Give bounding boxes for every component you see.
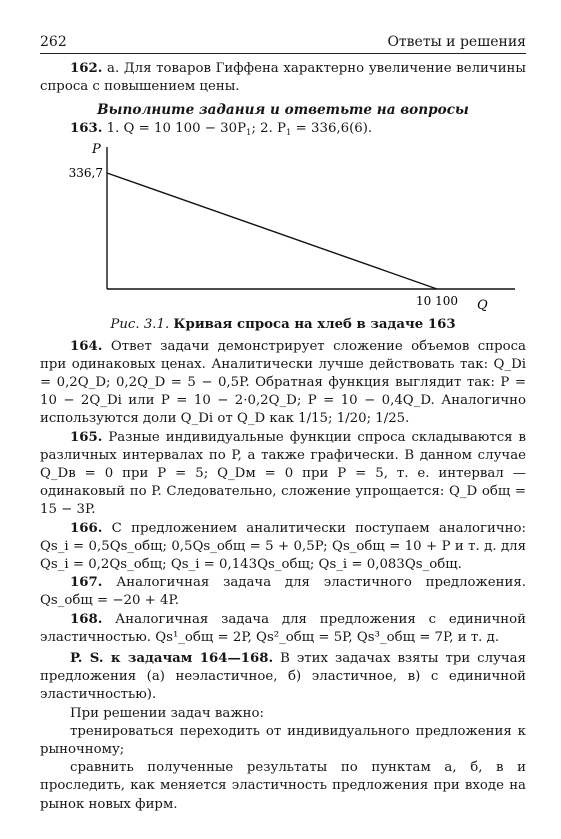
task-162-text: а. Для товаров Гиффена характерно увеличение величины спроса с повышением цены. bbox=[40, 61, 526, 95]
ps-line-3: сравнить полученные результаты по пунктам а, б, в и проследить, как меняется эластичность предложения при входе на рынок новых фирм. bbox=[40, 760, 526, 812]
task-164-text: Ответ задачи демонстрирует сложение объемов спроса при одинаковых ценах. Аналитически лучше действовать так: Q_Di = 0,2Q_D; 0,2Q_D = 5 − 0,5P. Обратная функция выглядит так: P = 10 − 2Q_Di или P = 10 − 2·0,2Q_D; P = 10 − 0,4Q_D. Аналогично используются доли Q_Di от Q_D как 1/15; 1/20; 1/25. bbox=[40, 338, 526, 427]
task-168 bbox=[40, 611, 526, 647]
page-number: 262 bbox=[40, 34, 67, 50]
y-axis-label: P bbox=[92, 141, 101, 157]
ps-paragraph bbox=[40, 650, 526, 705]
task-164 bbox=[40, 338, 526, 429]
ps-line-1: При решении задач важно: bbox=[70, 705, 264, 721]
y-tick-label: 336,7 bbox=[68, 165, 103, 180]
x-axis-label: Q bbox=[477, 297, 488, 313]
task-167 bbox=[40, 574, 526, 610]
task-163-part2: ; 2. P bbox=[251, 121, 287, 137]
ps-line-2: тренироваться переходить от индивидуального предложения к рыночному; bbox=[40, 723, 526, 758]
task-165-text: Разные индивидуальные функции спроса складываются в различных интервалах по P, а также графически. В данном случае Q_Dв = 0 при P = 5; Q_Dм = 0 при P = 5, т. е. интервал — одинаковый по P. Следовательно, сложение упрощается: Q_D общ = 15 − 3P. bbox=[40, 429, 526, 518]
page-header bbox=[40, 34, 526, 54]
task-163-part1: 1. Q = 10 100 − 30P bbox=[102, 121, 247, 137]
task-162-number: 162. bbox=[70, 61, 103, 76]
task-163-sub2: 1 bbox=[286, 128, 292, 139]
task-167-number: 167. bbox=[70, 575, 103, 591]
page bbox=[40, 34, 526, 814]
ps-text: В этих задачах взяты три случая предложения (а) неэластичное, б) эластичное, в) с единичной эластичностью). bbox=[40, 651, 526, 703]
x-tick-label: 10 100 bbox=[416, 293, 458, 308]
task-166 bbox=[40, 520, 526, 575]
figure-caption bbox=[40, 317, 526, 332]
ps-lead: P. S. к задачам 164—168. bbox=[70, 651, 274, 667]
demand-line bbox=[107, 173, 437, 289]
demand-chart bbox=[40, 139, 526, 315]
task-163-number: 163. bbox=[70, 121, 103, 137]
task-164-number: 164. bbox=[70, 338, 103, 354]
task-168-number: 168. bbox=[70, 611, 103, 627]
task-168-text: Аналогичная задача для предложения с единичной эластичностью. Qs¹_общ = 2P, Qs²_общ = 5P, Qs³_общ = 7P, и т. д. bbox=[40, 611, 526, 645]
task-162 bbox=[40, 60, 526, 96]
demand-chart-svg bbox=[40, 139, 526, 315]
caption-prefix: Рис. 3.1. bbox=[110, 316, 174, 332]
task-163 bbox=[40, 120, 526, 138]
task-167-text: Аналогичная задача для эластичного предложения. Qs_общ = −20 + 4P. bbox=[40, 575, 526, 609]
task-166-number: 166. bbox=[70, 520, 103, 536]
task-163-part3: = 336,6(6). bbox=[291, 121, 373, 137]
task-165-number: 165. bbox=[70, 429, 103, 445]
task-165 bbox=[40, 429, 526, 520]
task-163-sub1: 1 bbox=[246, 128, 252, 139]
task-166-text: С предложением аналитически поступаем аналогично: Qs_i = 0,5Qs_общ; 0,5Qs_общ = 5 + 0,5P; Qs_общ = 10 + P и т. д. для Qs_i = 0,2Qs_общ; Qs_i = 0,143Qs_общ; Qs_i = 0,083Qs_общ. bbox=[40, 520, 526, 573]
running-title: Ответы и решения bbox=[387, 34, 526, 50]
section-title: Выполните задания и ответьте на вопросы bbox=[97, 102, 469, 119]
caption-title: Кривая спроса на хлеб в задаче 163 bbox=[173, 316, 456, 332]
